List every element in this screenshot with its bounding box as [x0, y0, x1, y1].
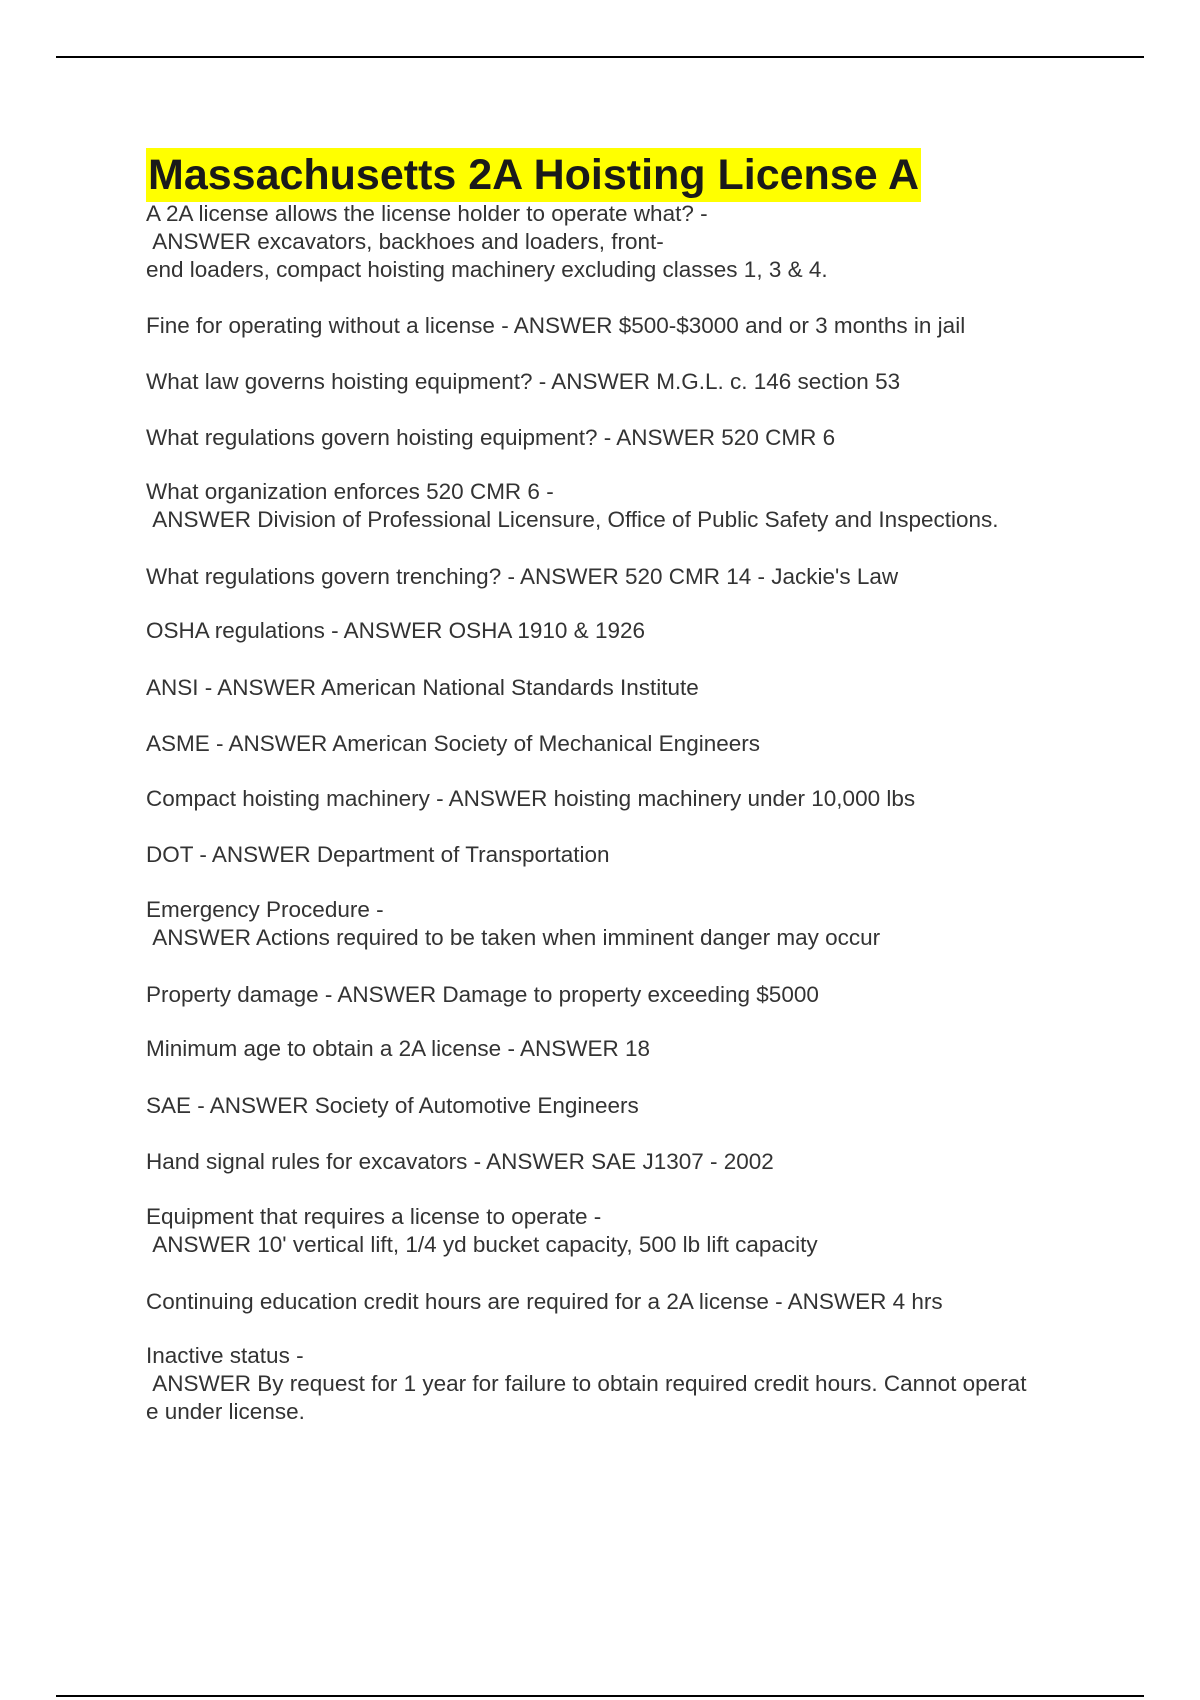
qa-item-4: What regulations govern hoisting equipment? - ANSWER 520 CMR 6	[146, 425, 836, 450]
qa-item-18: Continuing education credit hours are required for a 2A license - ANSWER 4 hrs	[146, 1289, 943, 1314]
qa-item-1: A 2A license allows the license holder to operate what? - ANSWER excavators, backhoes and loaders, front- end loaders, compact hoisting machinery excluding classes 1, 3 & 4.	[146, 201, 828, 282]
top-divider	[56, 56, 1144, 58]
qa-item-5: What organization enforces 520 CMR 6 - ANSWER Division of Professional Licensure, Office of Public Safety and Inspections.	[146, 479, 999, 532]
qa-item-13: Property damage - ANSWER Damage to property exceeding $5000	[146, 982, 819, 1007]
qa-item-19: Inactive status - ANSWER By request for 1 year for failure to obtain required credit hours. Cannot operat e under license.	[146, 1343, 1027, 1424]
qa-item-10: Compact hoisting machinery - ANSWER hoisting machinery under 10,000 lbs	[146, 786, 916, 811]
qa-item-3: What law governs hoisting equipment? - ANSWER M.G.L. c. 146 section 53	[146, 369, 901, 394]
qa-item-17: Equipment that requires a license to operate - ANSWER 10' vertical lift, 1/4 yd bucket capacity, 500 lb lift capacity	[146, 1204, 818, 1257]
qa-item-11: DOT - ANSWER Department of Transportation	[146, 842, 610, 867]
qa-item-7: OSHA regulations - ANSWER OSHA 1910 & 1926	[146, 618, 645, 643]
qa-item-14: Minimum age to obtain a 2A license - ANSWER 18	[146, 1036, 650, 1061]
document-title: Massachusetts 2A Hoisting License A	[146, 148, 921, 202]
qa-item-2: Fine for operating without a license - ANSWER $500-$3000 and or 3 months in jail	[146, 313, 966, 338]
qa-item-16: Hand signal rules for excavators - ANSWER SAE J1307 - 2002	[146, 1149, 774, 1174]
qa-item-8: ANSI - ANSWER American National Standards Institute	[146, 675, 699, 700]
qa-item-6: What regulations govern trenching? - ANSWER 520 CMR 14 - Jackie's Law	[146, 564, 899, 589]
qa-item-9: ASME - ANSWER American Society of Mechanical Engineers	[146, 731, 760, 756]
bottom-divider	[56, 1695, 1144, 1697]
qa-item-15: SAE - ANSWER Society of Automotive Engineers	[146, 1093, 639, 1118]
qa-item-12: Emergency Procedure - ANSWER Actions required to be taken when imminent danger may occur	[146, 897, 881, 950]
